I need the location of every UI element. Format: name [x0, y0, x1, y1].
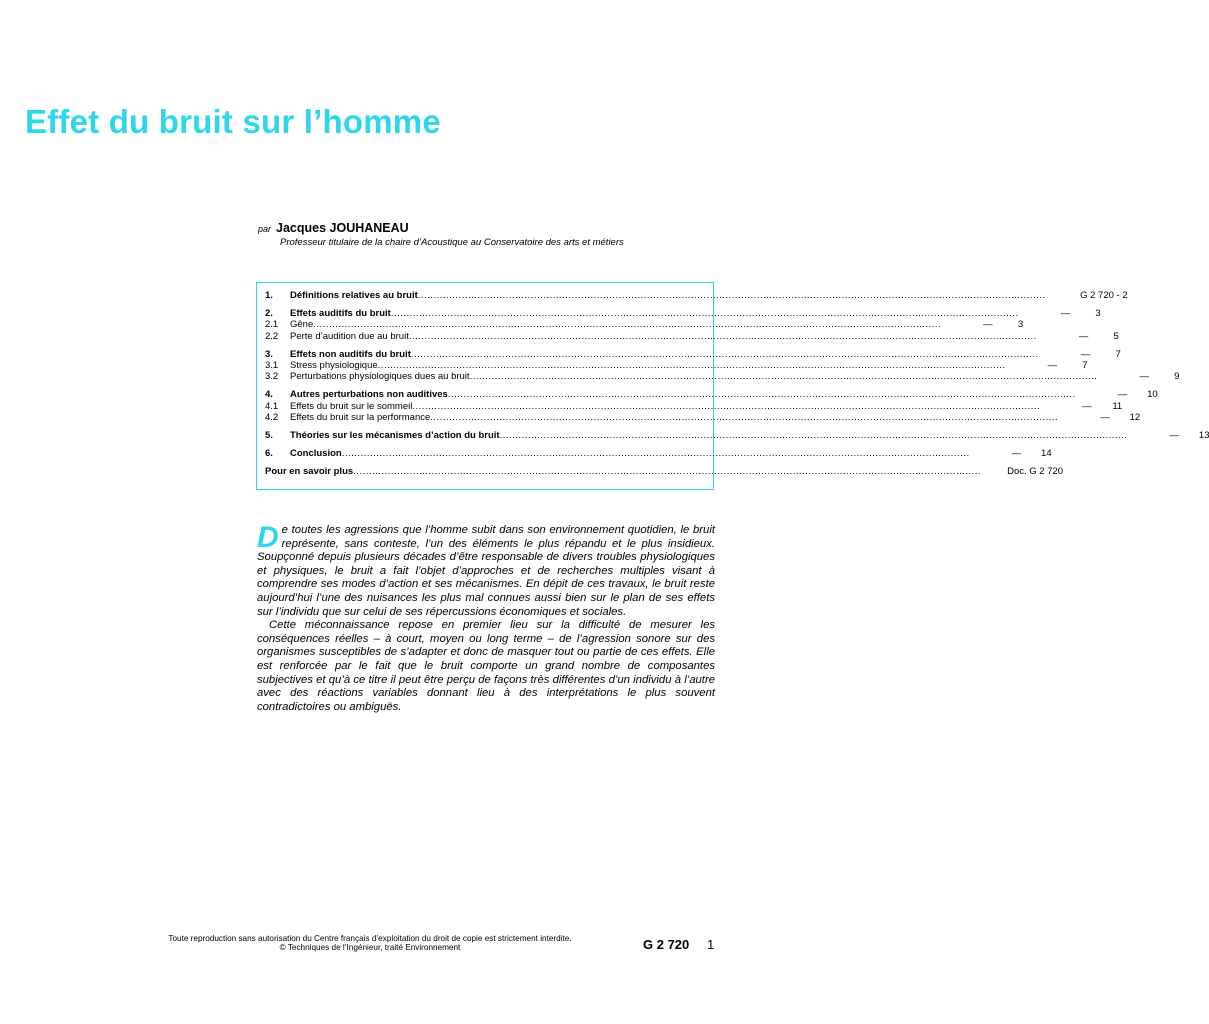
- page-title: Effet du bruit sur l’homme: [25, 103, 441, 140]
- toc-page-number: 3: [1095, 308, 1101, 320]
- toc-entry: [265, 429, 1209, 441]
- dropcap-letter: D: [257, 521, 279, 554]
- toc-entry-label: Gêne: [290, 319, 314, 331]
- author-affiliation: Professeur titulaire de la chaire d’Acoustique au Conservatoire des arts et métiers: [280, 237, 624, 248]
- toc-entry-number: 5.: [265, 429, 273, 441]
- toc-entry-label: Perte d’audition due au bruit: [290, 330, 409, 342]
- toc-entry: [265, 308, 1101, 320]
- toc-leader-dots: ........................................................................................................................................................................................................: [353, 466, 982, 478]
- toc-entry: [265, 448, 1052, 460]
- toc-leader-dots: ........................................................................................................................................................................................................: [469, 371, 1098, 383]
- toc-entry-title: [290, 349, 1039, 360]
- intro-paragraph-1-text: e toutes les agressions que l’homme subit dans son environnement quotidien, le bruit représente, sans conteste, l’un des éléments le plus répandu et le plus insidieux. Soupçonné depuis plusieurs décades d’être responsable de divers troubles physiologiques et physiques, le bruit a fait l’objet d’approches et de recherches multiples visant à comprendre ses modes d’action et ses mécanismes. En dépit de ces travaux, le bruit reste aujourd’hui l’une des nuisances les plus mal connues aussi bien sur le plan de ses effets sur l’individu que sur celui de ses répercussions économiques et sociales.: [257, 524, 715, 618]
- toc-page-dash: —: [1078, 330, 1089, 342]
- toc-entry: [265, 411, 1141, 423]
- copyright-line-1: Toute reproduction sans autorisation du Centre français d’exploitation du droit de copie est strictement interdite.: [168, 934, 572, 943]
- toc-leader-dots: ........................................................................................................................................................................................................: [313, 319, 942, 331]
- toc-entry-label: Autres perturbations non auditives: [290, 389, 448, 401]
- page-number: 1: [707, 937, 715, 952]
- toc-leader-dots: ........................................................................................................................................................................................................: [341, 448, 970, 460]
- toc-entry-label: Définitions relatives au bruit: [290, 290, 418, 301]
- copyright-line-2: © Techniques de l’Ingénieur, traité Environnement: [279, 943, 461, 952]
- toc-entry-label: Effets non auditifs du bruit: [290, 348, 411, 360]
- toc-entry-label: Effets auditifs du bruit: [290, 308, 391, 320]
- toc-page-dash: —: [1082, 400, 1092, 412]
- toc-entry-label: Effets du bruit sur le sommeil: [290, 400, 413, 412]
- toc-entry-page: [1006, 360, 1088, 371]
- author-block: [258, 221, 624, 248]
- table-of-contents: [256, 282, 1209, 490]
- toc-entry-page: [941, 319, 1023, 330]
- toc-entry-label: Effets du bruit sur la performance: [290, 411, 431, 423]
- intro-paragraph-2: Cette méconnaissance repose en premier lieu sur la difficulté de mesurer les conséquences réelles – à court, moyen ou long terme – de l’agression sonore sur des organismes susceptibles de s’adapter et donc de masquer tout ou partie de ces effets. Elle est renforcée par le fait que le bruit comporte un grand nombre de composantes subjectives et qu’à ce titre il peut être perçu de façons très différentes d’un individu à l’autre avec des réactions variables donnant lieu à des interprétations le plus souvent contradictoires ou ambiguës.: [257, 619, 715, 713]
- toc-page-number: 3: [1017, 319, 1024, 331]
- toc-entry-title: [290, 371, 1097, 382]
- toc-entry: [265, 466, 1064, 478]
- toc-entry: [265, 389, 1158, 401]
- toc-page-number: 9: [1174, 371, 1180, 383]
- toc-page-number: 7: [1082, 359, 1088, 371]
- toc-entry: [265, 330, 1119, 342]
- toc-entry-label: Conclusion: [290, 448, 342, 460]
- toc-page-number: 7: [1115, 348, 1121, 360]
- toc-leader-dots: ........................................................................................................................................................................................................: [410, 348, 1039, 360]
- toc-page-number: 13: [1198, 429, 1209, 441]
- toc-entry-page: [1127, 430, 1209, 441]
- toc-entry-title: [290, 319, 941, 330]
- toc-leader-dots: ........................................................................................................................................................................................................: [417, 290, 1046, 301]
- toc-entry-number: 3.: [265, 348, 273, 360]
- toc-entry-number: 4.: [265, 389, 273, 401]
- toc-entry-page: [1037, 331, 1119, 342]
- toc-entry-page: [1097, 371, 1179, 382]
- author-prefix: par: [258, 224, 272, 234]
- toc-leader-dots: ........................................................................................................................................................................................................: [447, 389, 1076, 401]
- toc-page-dash: —: [983, 319, 993, 331]
- toc-leader-dots: ........................................................................................................................................................................................................: [499, 429, 1128, 441]
- toc-entry-page: [1039, 349, 1121, 360]
- introduction-text: [257, 521, 715, 714]
- toc-leader-dots: ........................................................................................................................................................................................................: [408, 330, 1037, 342]
- toc-page-dash: —: [1011, 448, 1022, 460]
- toc-entry-title: [290, 360, 1006, 371]
- toc-page-dash: —: [1139, 371, 1149, 383]
- intro-paragraph-1: [257, 521, 715, 619]
- toc-entry-label: Pour en savoir plus: [265, 466, 354, 478]
- toc-entry-number: 1.: [265, 290, 273, 301]
- toc-entry-page: G 2 720 - 2: [1080, 290, 1128, 301]
- toc-entry-title: [290, 401, 1040, 412]
- toc-page-dash: —: [1169, 429, 1179, 441]
- toc-entry-title: [290, 290, 1046, 301]
- toc-entry-number: 2.1: [265, 319, 279, 331]
- toc-entry-number: 2.: [265, 308, 273, 320]
- toc-page-number: 12: [1129, 411, 1141, 423]
- toc-entry-title: [290, 308, 1019, 319]
- toc-entry-page: [970, 448, 1052, 459]
- toc-page-number: 11: [1112, 400, 1123, 412]
- toc-entry-page: [1040, 401, 1122, 412]
- toc-page-number: 5: [1113, 330, 1119, 342]
- toc-entry-title: [290, 331, 1037, 342]
- toc-page-dash: —: [1117, 389, 1128, 401]
- toc-leader-dots: ........................................................................................................................................................................................................: [390, 308, 1019, 320]
- toc-entry-label: Théories sur les mécanismes d’action du bruit: [290, 429, 500, 441]
- toc-entry: [265, 359, 1088, 371]
- toc-entry-title: [290, 389, 1076, 400]
- toc-entry-number: 6.: [265, 448, 273, 460]
- document-reference: G 2 720: [643, 937, 690, 952]
- toc-entry: [265, 290, 1128, 301]
- toc-page-dash: —: [1080, 348, 1091, 360]
- toc-entry-number: 4.2: [265, 411, 279, 423]
- toc-page-number: 10: [1147, 389, 1158, 401]
- toc-entry-number: 3.2: [265, 371, 279, 383]
- toc-leader-dots: ........................................................................................................................................................................................................: [377, 359, 1006, 371]
- toc-leader-dots: ........................................................................................................................................................................................................: [412, 400, 1041, 412]
- toc-page-dash: —: [1060, 308, 1071, 320]
- toc-page-number: 14: [1041, 448, 1052, 460]
- toc-entry-title: [290, 430, 1127, 441]
- toc-leader-dots: ........................................................................................................................................................................................................: [430, 411, 1059, 423]
- toc-entry-title: [290, 448, 970, 459]
- toc-entry-page: [1076, 389, 1158, 400]
- toc-entry-number: 2.2: [265, 330, 279, 342]
- toc-entry-page: Doc. G 2 720: [1007, 466, 1064, 478]
- toc-entry-page: [1019, 308, 1101, 319]
- copyright-notice: [130, 934, 610, 952]
- toc-entry-label: Perturbations physiologiques dues au bruit: [290, 371, 470, 383]
- toc-entry: [265, 319, 1024, 331]
- toc-entry-page: [1058, 412, 1140, 423]
- toc-entry-title: [290, 412, 1058, 423]
- toc-entry-title: [265, 466, 981, 477]
- toc-entry: [265, 371, 1180, 383]
- toc-page-dash: —: [1100, 411, 1110, 423]
- toc-entry-number: 4.1: [265, 400, 279, 412]
- author-line: [258, 221, 624, 235]
- toc-entry: [265, 348, 1121, 360]
- toc-page-dash: —: [1047, 359, 1058, 371]
- toc-entry: [265, 400, 1123, 412]
- author-name: Jacques JOUHANEAU: [276, 221, 409, 235]
- toc-entry-number: 3.1: [265, 359, 279, 371]
- toc-entry-label: Stress physiologique: [290, 359, 378, 371]
